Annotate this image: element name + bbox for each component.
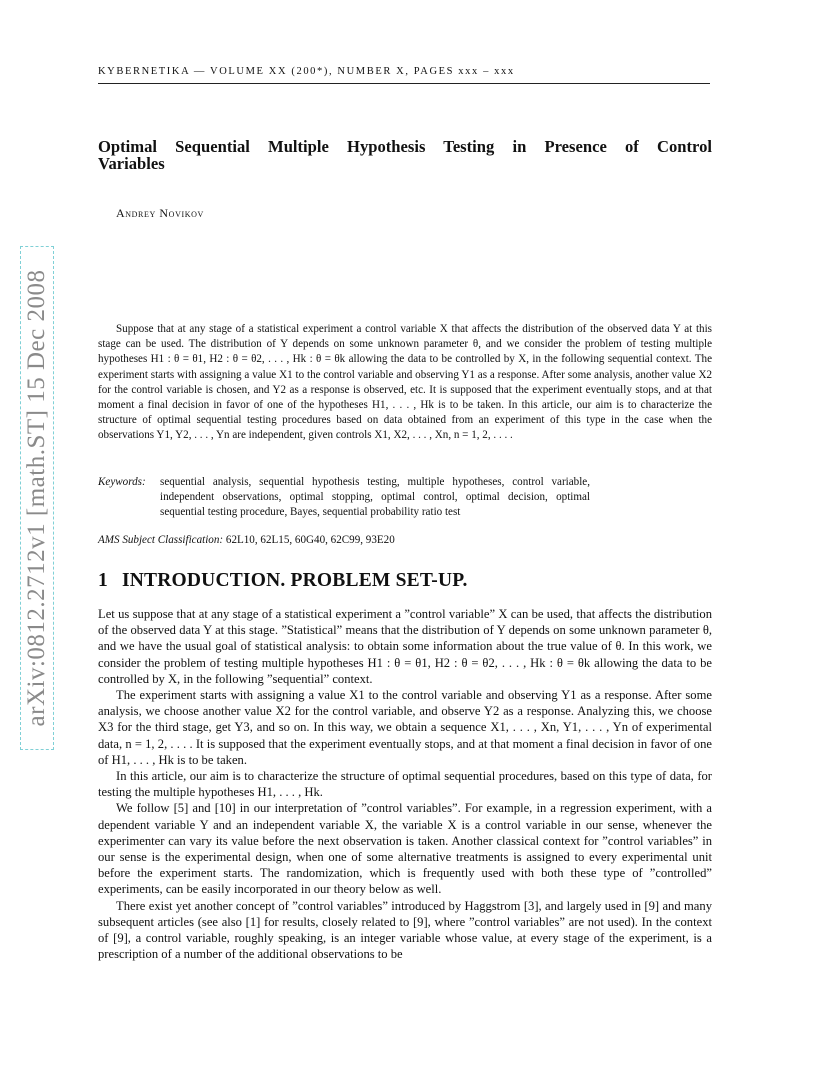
ams-codes: 62L10, 62L15, 60G40, 62C99, 93E20	[225, 534, 395, 546]
body-paragraph-3: In this article, our aim is to characterize the structure of optimal sequential procedures, based on this type of data, for testing the multiple hypotheses H1, . . . , Hk.	[98, 769, 712, 800]
body-paragraph-1: Let us suppose that at any stage of a statistical experiment a ”control variable” X can be used, that affects the distribution of the observed data Y at this stage. ”Statistical” means that the distribution of Y depends on some unknown parameter θ, and we have the usual goal of statistical analysis: to obtain some information about the true value of θ. In this work, we consider the problem of testing multiple hypotheses H1 : θ = θ1, H2 : θ = θ2, . . . , Hk : θ = θk allowing the data to be controlled by X, in the following ”sequential” context.	[98, 607, 712, 686]
running-head: KYBERNETIKA — VOLUME XX (200*), NUMBER X, PAGES xxx – xxx	[98, 66, 710, 84]
body-paragraph-4: We follow [5] and [10] in our interpretation of ”control variables”. For example, in a regression experiment, with a dependent variable Y and an independent variable X, the variable X is a control variable in our sense, whenever the experimenter can vary its value before the next observation is taken. Another classical context for ”control variables” in our sense is the experimental design, when one of some alternative treatments is assigned to every experimental unit before the experiment starts. The randomization, which is frequently used with both these type of ”controlled” experiments, can be easily incorporated in our theory below as well.	[98, 801, 712, 897]
ams-classification	[98, 533, 712, 548]
arxiv-stamp	[20, 246, 54, 750]
paper-author: Andrey Novikov	[116, 206, 204, 220]
section-body	[98, 606, 712, 962]
arxiv-stamp-text: arXiv:0812.2712v1 [math.ST] 15 Dec 2008	[23, 269, 50, 727]
keywords-text: sequential analysis, sequential hypothesis testing, multiple hypotheses, control variable, independent observations, optimal stopping, optimal control, optimal decision, optimal sequential testing procedure, Bayes, sequential probability ratio test	[160, 476, 590, 519]
ams-label: AMS Subject Classification:	[98, 534, 224, 546]
abstract: Suppose that at any stage of a statistical experiment a control variable X that affects the distribution of the observed data Y at this stage can be used. The distribution of Y depends on some unknown parameter θ, and we consider the problem of testing multiple hypotheses H1 : θ = θ1, H2 : θ = θ2, . . . , Hk : θ = θk allowing the data to be controlled by X, in the following sequential context. The experiment starts with assigning a value X1 to the control variable and observing Y1 as a response. After some analysis, another value X2 for the control variable is chosen, and Y2 as a response is observed, etc. It is supposed that the experiment eventually stops, and at that moment a final decision in favor of one of the hypotheses H1, . . . , Hk is to be taken. In this article, our aim is to characterize the structure of optimal sequential testing procedures based on data obtained from an experiment of this type in the case when the observations Y1, Y2, . . . , Yn are independent, given controls X1, X2, . . . , Xn, n = 1, 2, . . . .	[98, 323, 712, 442]
section-heading	[98, 570, 712, 592]
body-paragraph-2: The experiment starts with assigning a value X1 to the control variable and observing Y1 as a response. After some analysis, we choose another value X2 for the control variable, and observe Y2 as a response. Analyzing this, we choose X3 for the third stage, get Y3, and so on. In this way, we obtain a sequence X1, . . . , Xn, Y1, . . . , Yn of experimental data, n = 1, 2, . . . . It is supposed that the experiment eventually stops, and at that moment a final decision in favor of one of H1, . . . , Hk is to be taken.	[98, 688, 712, 767]
keywords-label: Keywords:	[98, 476, 146, 488]
section-title: INTRODUCTION. PROBLEM SET-UP.	[121, 570, 468, 591]
keywords	[98, 475, 598, 521]
body-paragraph-5: There exist yet another concept of ”control variables” introduced by Haggstrom [3], and largely used in [9] and many subsequent articles (see also [1] for results, closely related to [9], where ”control variables” are not used). In the context of [9], a control variable, roughly speaking, is an integer variable whose value, at every stage of the experiment, is a prescription of a number of the additional observations to be	[98, 898, 712, 962]
paper-title: Optimal Sequential Multiple Hypothesis Testing in Presence of Control Variables	[98, 137, 712, 173]
section-number: 1	[98, 570, 108, 591]
